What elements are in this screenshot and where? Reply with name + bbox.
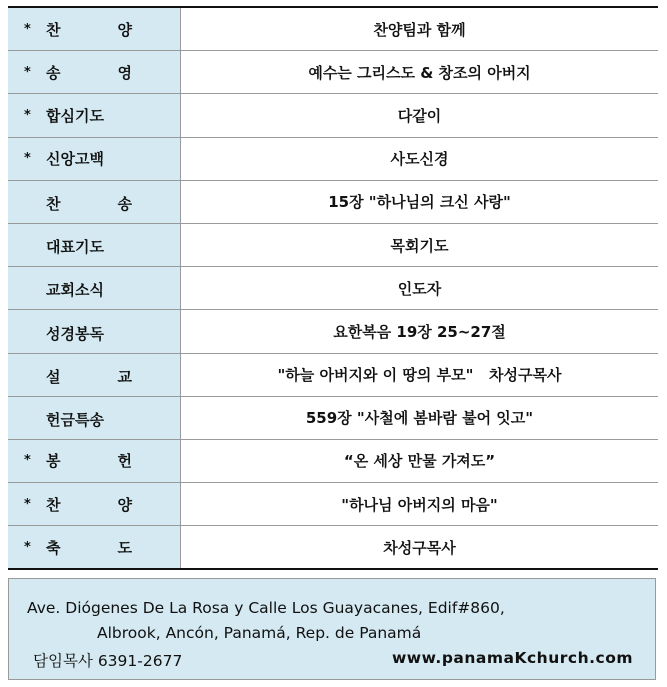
order-item-label-group [24, 236, 136, 257]
order-item-value-text: 차성구목사 [383, 538, 456, 557]
order-item-value-text: 15장 "하나님의 크신 사랑" [328, 193, 511, 212]
worship-order-table [8, 6, 658, 570]
order-item-label-char: 양 [117, 495, 132, 514]
order-item-label-spaced [46, 193, 136, 214]
worship-order-row [8, 51, 658, 94]
order-item-label-text: 대표기도 [46, 238, 104, 257]
order-item-label-char: 찬 [46, 20, 61, 39]
order-item-value [181, 223, 659, 266]
order-item-value-text: 찬양팀과 함께 [373, 20, 466, 39]
order-item-value-text: 559장 "사철에 봄바람 불어 잇고" [305, 409, 534, 428]
order-item-value-text: “온 세상 만물 가져도” [343, 452, 496, 471]
worship-order-row [8, 526, 658, 570]
order-item-label [8, 310, 181, 353]
worship-order-row [8, 180, 658, 223]
order-item-label-group [24, 148, 136, 169]
order-item-label-text: 신앙고백 [46, 150, 104, 169]
order-item-value [181, 267, 659, 310]
order-item-label [8, 267, 181, 310]
standing-marker: * [24, 64, 31, 80]
worship-order-row [8, 7, 658, 51]
order-item-label [8, 180, 181, 223]
order-item-label-text: 합심기도 [46, 106, 104, 125]
worship-order-row [8, 310, 658, 353]
order-item-label [8, 483, 181, 526]
church-info-footer [8, 578, 656, 680]
order-item-value-text: 사도신경 [390, 150, 449, 169]
standing-marker: * [24, 453, 31, 469]
order-item-label-text: 성경봉독 [46, 324, 104, 343]
order-item-label-char: 찬 [46, 195, 61, 214]
pastor-phone: 담임목사 6391-2677 [33, 652, 183, 670]
order-item-value [181, 483, 659, 526]
order-item-label-spaced [46, 62, 136, 83]
order-item-label-group [24, 366, 136, 387]
order-item-label-char: 축 [46, 538, 61, 557]
website-link[interactable]: www.panamaKchurch.com [391, 649, 633, 667]
order-item-label-char: 영 [117, 63, 132, 82]
order-item-label-group [24, 494, 136, 515]
address-line-2: Albrook, Ancón, Panamá, Rep. de Panamá [97, 624, 422, 642]
order-item-label-char: 찬 [46, 495, 61, 514]
order-item-label-char: 송 [117, 195, 132, 214]
worship-order-row [8, 439, 658, 482]
worship-order-body [8, 7, 658, 569]
order-item-label-group [24, 450, 136, 471]
order-item-label [8, 223, 181, 266]
order-item-label-char: 교 [117, 367, 132, 386]
order-item-label-group [24, 537, 136, 558]
order-item-label-group [24, 279, 136, 300]
order-item-value [181, 353, 659, 396]
order-item-value-text: "하나님 아버지의 마음" [341, 495, 498, 514]
order-item-label-char: 봉 [46, 452, 61, 471]
worship-order-row [8, 223, 658, 266]
order-item-value-text: 요한복음 19장 25~27절 [333, 322, 506, 341]
order-item-label [8, 94, 181, 137]
standing-marker: * [24, 151, 31, 167]
order-item-value [181, 137, 659, 180]
order-item-value-text: "하늘 아버지와 이 땅의 부모" 차성구목사 [277, 366, 562, 385]
order-item-label [8, 526, 181, 570]
order-item-value-text: 인도자 [397, 279, 442, 298]
order-item-value [181, 180, 659, 223]
order-item-label [8, 439, 181, 482]
order-item-label-group [24, 19, 136, 40]
order-item-label-char: 도 [117, 538, 132, 557]
order-item-label-spaced [46, 19, 136, 40]
order-item-label-group [24, 193, 136, 214]
order-item-label-char: 양 [117, 20, 132, 39]
order-item-value [181, 526, 659, 570]
standing-marker: * [24, 539, 31, 555]
worship-order-row [8, 267, 658, 310]
order-item-value-text: 예수는 그리스도 & 창조의 아버지 [308, 63, 531, 82]
address-line-1: Ave. Diógenes De La Rosa y Calle Los Guayacanes, Edif#860, [27, 599, 505, 617]
order-item-label-char: 헌 [117, 452, 132, 471]
order-item-label-char: 설 [46, 367, 61, 386]
order-item-value [181, 7, 659, 51]
order-item-label [8, 353, 181, 396]
order-item-label [8, 51, 181, 94]
standing-marker: * [24, 496, 31, 512]
worship-order-row [8, 396, 658, 439]
order-item-label-group [24, 62, 136, 83]
order-item-label-text: 헌금특송 [46, 411, 104, 430]
standing-marker: * [24, 107, 31, 123]
order-item-label-spaced [46, 494, 136, 515]
order-item-value [181, 94, 659, 137]
order-item-value [181, 310, 659, 353]
order-item-value-text: 다같이 [397, 106, 442, 125]
order-item-label [8, 396, 181, 439]
order-item-label-group [24, 409, 136, 430]
order-item-label-spaced [46, 537, 136, 558]
order-item-label [8, 137, 181, 180]
order-item-label-char: 송 [46, 63, 61, 82]
order-item-label-spaced [46, 450, 136, 471]
order-item-value [181, 51, 659, 94]
worship-order-row [8, 353, 658, 396]
order-item-label [8, 7, 181, 51]
order-item-value [181, 396, 659, 439]
worship-order-row [8, 137, 658, 180]
worship-order-row [8, 483, 658, 526]
order-item-value [181, 439, 659, 482]
order-item-label-group [24, 323, 136, 344]
worship-order-row [8, 94, 658, 137]
order-item-label-text: 교회소식 [46, 281, 104, 300]
order-item-label-group [24, 105, 136, 126]
order-item-label-spaced [46, 366, 136, 387]
order-item-value-text: 목회기도 [390, 236, 449, 255]
standing-marker: * [24, 21, 31, 37]
